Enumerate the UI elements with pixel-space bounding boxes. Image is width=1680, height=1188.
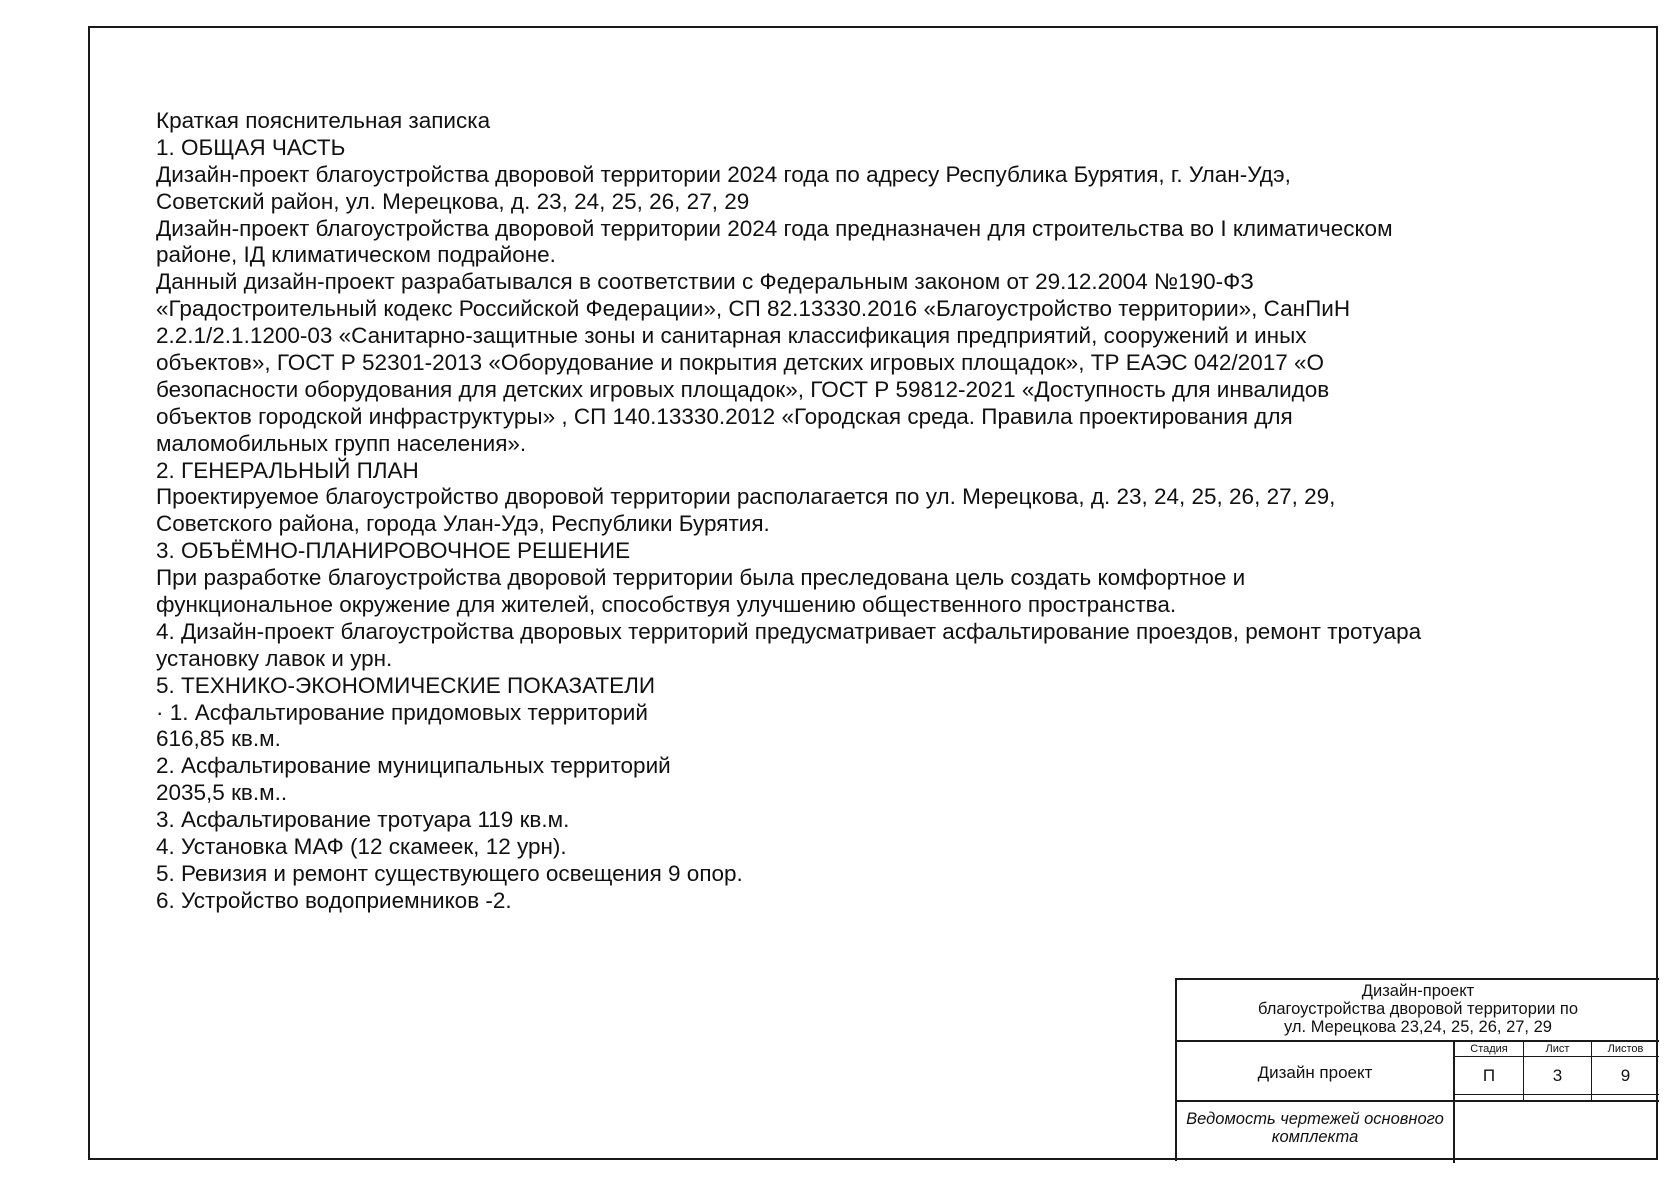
sheet-title <box>1177 1102 1453 1162</box>
indicator-line: 5. Ревизия и ремонт существующего освещения 9 опор. <box>156 860 743 886</box>
section-heading: 2. ГЕНЕРАЛЬНЫЙ ПЛАН <box>156 457 419 483</box>
stage-value: П <box>1482 1066 1496 1085</box>
indicator-line: 6. Устройство водоприемников -2. <box>156 887 512 913</box>
project-title-line: ул. Мерецкова 23,24, 25, 26, 27, 29 <box>1284 1018 1552 1036</box>
note-line: маломобильных групп населения». <box>156 430 527 456</box>
sheet-title-line: Ведомость чертежей основного <box>1186 1110 1444 1128</box>
note-title: Краткая пояснительная записка <box>156 108 491 133</box>
section-heading: 3. ОБЪЁМНО-ПЛАНИРОВОЧНОЕ РЕШЕНИЕ <box>156 538 631 564</box>
title-block <box>1175 978 1659 1161</box>
sheet-number: 3 <box>1552 1066 1563 1085</box>
note-line: Данный дизайн-проект разрабатывался в соответствии с Федеральным законом от 29.12.2004 №190-ФЗ <box>156 269 1254 295</box>
note-line: Дизайн-проект благоустройства дворовой территории 2024 года по адресу Республика Бурятия, г. Улан-Удэ, <box>156 161 1291 187</box>
indicator-line: 2035,5 кв.м.. <box>156 780 288 806</box>
indicator-line: 4. Установка МАФ (12 скамеек, 12 урн). <box>156 834 567 860</box>
stage-header: Стадия <box>1470 1043 1508 1055</box>
indicator-line: 3. Асфальтирование тротуара 119 кв.м. <box>156 807 570 833</box>
sheets-header: Листов <box>1607 1043 1644 1055</box>
note-line: 2.2.1/2.1.1200-03 «Санитарно-защитные зоны и санитарная классификация предприятий, сооружений и иных <box>156 323 1307 349</box>
sheets-total: 9 <box>1620 1066 1631 1085</box>
note-line: Советский район, ул. Мерецкова, д. 23, 24, 25, 26, 27, 29 <box>156 188 750 214</box>
note-line: Советского района, города Улан-Удэ, Республики Бурятия. <box>156 511 770 537</box>
note-line: При разработке благоустройства дворовой территории была преследована цель создать комфортное и <box>156 565 1246 591</box>
sheet-header: Лист <box>1545 1043 1570 1055</box>
section-heading: 1. ОБЩАЯ ЧАСТЬ <box>156 134 346 160</box>
explanatory-note <box>156 108 1556 915</box>
note-line: Дизайн-проект благоустройства дворовой территории 2024 года предназначен для строительства во I климатическом <box>156 215 1393 241</box>
project-title <box>1177 980 1659 1040</box>
stage-name: Дизайн проект <box>1257 1063 1373 1082</box>
title-block-divider <box>1453 1056 1659 1057</box>
title-block-divider <box>1453 1094 1659 1095</box>
note-line: 4. Дизайн-проект благоустройства дворовых территорий предусматривает асфальтирование проездов, ремонт тротуара <box>156 618 1422 644</box>
note-line: безопасности оборудования для детских игровых площадок», ГОСТ Р 59812-2021 «Доступность для инвалидов <box>156 376 1330 402</box>
sheet-title-line: комплекта <box>1271 1128 1359 1146</box>
project-title-line: благоустройства дворовой территории по <box>1257 1000 1579 1018</box>
note-line: Проектируемое благоустройство дворовой территории располагается по ул. Мерецкова, д. 23, 24, 25, 26, 27, 29, <box>156 484 1336 510</box>
indicator-line: 2. Асфальтирование муниципальных территорий <box>156 753 671 779</box>
note-line: объектов», ГОСТ Р 52301-2013 «Оборудование и покрытия детских игровых площадок», ТР ЕАЭС 042/2017 «О <box>156 350 1325 376</box>
note-line: установку лавок и урн. <box>156 645 393 671</box>
indicator-line: · 1. Асфальтирование придомовых территорий <box>156 699 648 725</box>
indicator-line: 616,85 кв.м. <box>156 726 281 752</box>
project-title-line: Дизайн-проект <box>1361 982 1475 1000</box>
section-heading: 5. ТЕХНИКО-ЭКОНОМИЧЕСКИЕ ПОКАЗАТЕЛИ <box>156 672 656 698</box>
note-line: объектов городской инфраструктуры» , СП 140.13330.2012 «Городская среда. Правила проектирования для <box>156 403 1293 429</box>
note-line: «Градостроительный кодекс Российской Федерации», СП 82.13330.2016 «Благоустройство территории», СанПиН <box>156 296 1351 322</box>
note-line: районе, IД климатическом подрайоне. <box>156 242 556 268</box>
note-line: функциональное окружение для жителей, способствуя улучшению общественного пространства. <box>156 592 1177 618</box>
